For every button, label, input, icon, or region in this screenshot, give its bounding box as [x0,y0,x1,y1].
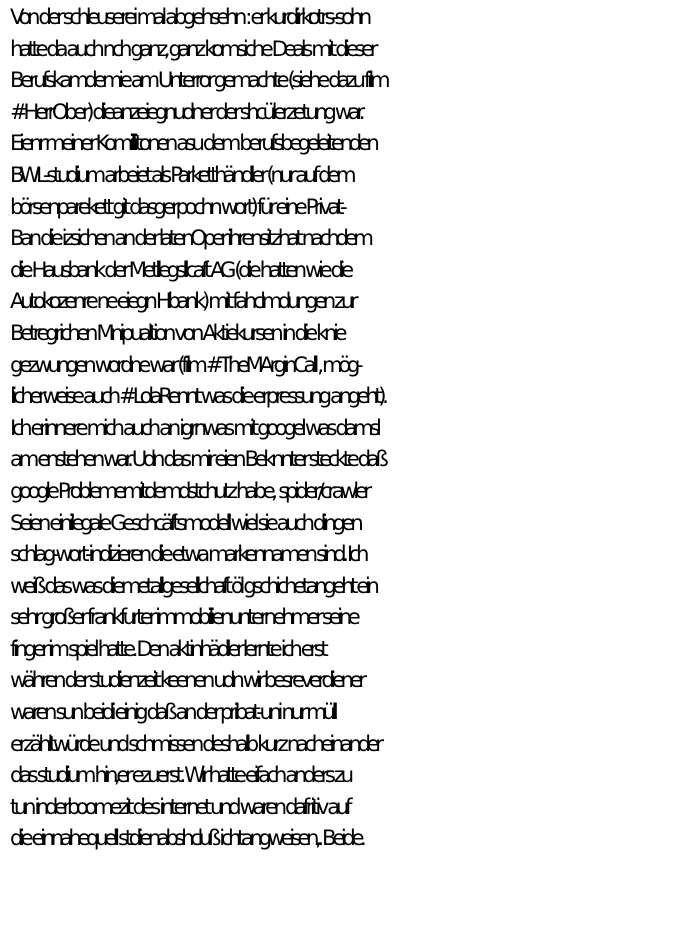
text-line: gezwungen wordne war (film #TheMArginCall , mög- [10,352,360,378]
text-line: die einnahequell stdienabshcluß ichtangweisen,. Beide. [10,826,363,852]
text-line: #HerrOber) dieanzeiegnudner der shcülerzetung war. [10,99,362,125]
text-line: weiß das was diemetallgesellchaft öl gschichetangeht ein [10,573,376,599]
text-line: Ban die izsichen an der latenOper ihrensitzhat nachdem [10,226,370,252]
text-line: hatte da auch nch ganz, ganz komsiche Deals mit dieser [10,36,375,62]
text-line: Eienr meiner Komillitonen asu dem berufsbegeleitenden [10,131,376,157]
text-line: Seien einilegale Geschcäftsmodell wiel sie auch dingen [10,510,360,536]
text-line: das studium hin,er ezuerst. Wir hatte eifach anders zu [10,763,350,789]
text-line: sehr großer frankfurter immobilienunternehmer seine [10,605,357,631]
text-line: Von der schleuserei mal abgehsehn : er kurdirkotrs-sohn [10,5,368,30]
text-line: licherweise auch #LolaRennt was die erpressung angeht). [10,384,385,410]
text-line: die Hausbank der Metllegsllcaft AG (die hatten wie die [10,257,350,283]
text-line: währen der studienzeit keenen udn wir besreverdiener [10,668,363,694]
text-line: BWL-studium arbeiet als Parketthändler (nur auf dem [10,162,353,188]
text-line: finger im spiel hatte. Den aktinhädler lernte ich erst [10,636,325,662]
text-line: börsenparekett git dasgerpochn wort) für eine Privat- [10,194,344,220]
text-line: erzähltwürde und schmissen deshalb kurz nacheinander [10,731,380,757]
text-line: waren sun beidi einig daß an der pribat-uni nur müll [10,700,335,726]
text-line: Ich erinnere mich auch an igrnwas mit googel was damsl [10,415,378,441]
text-line: Betregrichen Mnipualtion von Aktiekursen in die knie [10,320,344,346]
body-text [10,2,682,855]
text-line: Berufskamdemie am Unterror gemachte (siehe dazu film [10,68,387,94]
text-line: schlag-wort-indizieren die etwa markennamen sind. Ich [10,542,366,568]
text-line: Autokozenre ne eiegn Hbank) mit fahclmdungen zur [10,289,355,315]
text-line: google Problememitdemdstchutz habe, spider/crawler [10,478,368,504]
text-line: tun inderboomezit des internet und waren dafritiv auf [10,794,348,820]
text-line: am enstehen war. Udn das mir eien Beknnter steckte daß [10,447,385,473]
